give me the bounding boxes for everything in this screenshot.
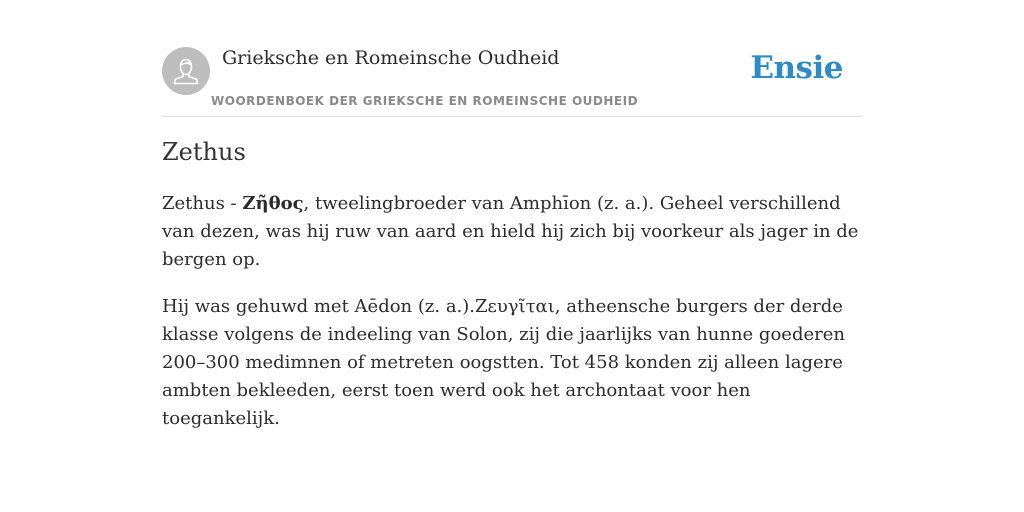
entry-title: Zethus [162, 138, 246, 166]
dictionary-subtitle: WOORDENBOEK DER GRIEKSCHE EN ROMEINSCHE OUDHEID [211, 94, 639, 108]
entry-card [162, 40, 862, 429]
user-avatar-icon[interactable] [162, 47, 210, 95]
entry-paragraph-1-text: , tweelingbroeder van Amphīon (z. a.). Geheel verschillend van dezen, was hij ruw van aard en hield hij zich bij voorkeur als jager in de bergen op. [162, 193, 859, 270]
dictionary-title[interactable]: Grieksche en Romeinsche Oudheid [222, 47, 560, 69]
entry-lead-text: Zethus - [162, 193, 243, 214]
ensie-logo-link[interactable]: Ensie [750, 50, 843, 86]
greek-name: Ζῆθος [242, 193, 304, 214]
entry-body [162, 190, 862, 452]
entry-paragraph-1 [162, 190, 862, 274]
entry-paragraph-2: Hij was gehuwd met Aēdon (z. a.).Ζευγῖται, atheensche burgers der derde klasse volgens de indeeling van Solon, zij die jaarlijks van hunne goederen 200–300 medimnen of metreten oogstten. Tot 458 konden zij alleen lagere ambten bekleeden, eerst toen werd ook het archontaat voor hen toegankelijk. [162, 296, 845, 429]
dictionary-header [162, 40, 862, 117]
